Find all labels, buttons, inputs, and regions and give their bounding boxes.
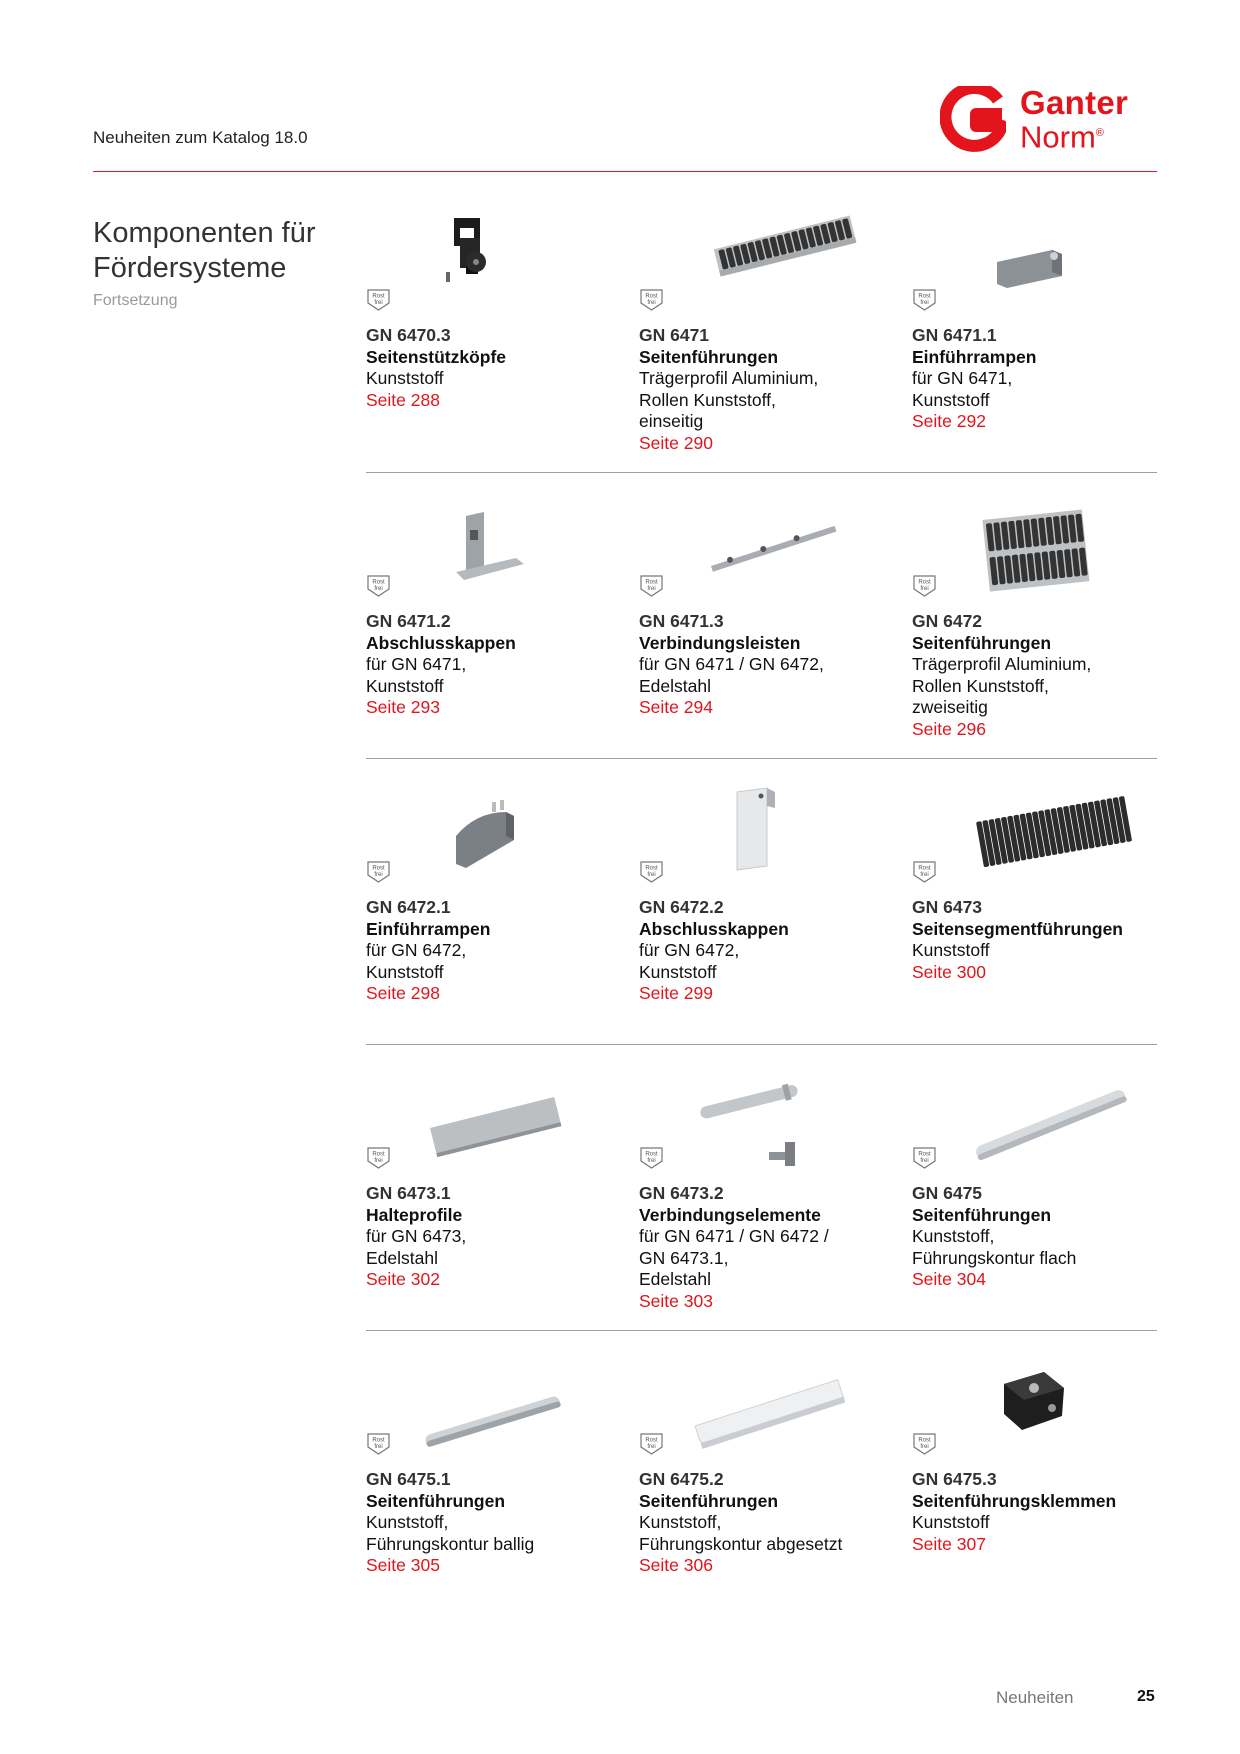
product-name: Seitenführungen (912, 1204, 1052, 1225)
svg-text:frei: frei (647, 1444, 656, 1450)
logo-text-ganter: Ganter (1020, 84, 1129, 121)
product-description: Kunststoff (366, 368, 444, 388)
product-code: GN 6475.2 (639, 1469, 724, 1489)
product-description: Kunststoff (912, 1512, 990, 1532)
svg-text:Rost: Rost (645, 1437, 658, 1444)
page-reference-link[interactable]: Seite 307 (912, 1533, 986, 1554)
holding-profile-icon (366, 1068, 626, 1178)
rostfrei-icon (639, 288, 664, 312)
svg-text:Rost: Rost (918, 1151, 931, 1158)
svg-text:Rost: Rost (918, 579, 931, 586)
page-reference-link[interactable]: Seite 288 (366, 389, 440, 410)
svg-text:frei: frei (374, 1444, 383, 1450)
rostfrei-icon (639, 574, 664, 598)
svg-text:frei: frei (647, 300, 656, 306)
product-code: GN 6470.3 (366, 325, 451, 345)
svg-text:Rost: Rost (918, 1437, 931, 1444)
section-subtitle: Fortsetzung (93, 292, 178, 309)
svg-text:frei: frei (647, 1158, 656, 1164)
product-code: GN 6471.2 (366, 611, 451, 631)
product-name: Seitenführungen (639, 1490, 779, 1511)
rostfrei-icon (912, 860, 937, 884)
svg-text:Rost: Rost (372, 865, 385, 872)
rostfrei-icon (912, 574, 937, 598)
svg-text:frei: frei (374, 872, 383, 878)
product-name: Verbindungsleisten (639, 632, 801, 653)
product-name: Halteprofile (366, 1204, 463, 1225)
rostfrei-icon (912, 1432, 937, 1456)
rostfrei-icon (912, 1146, 937, 1170)
product-description: für GN 6471, Kunststoff (366, 654, 467, 696)
product-code: GN 6473.1 (366, 1183, 451, 1203)
rostfrei-icon (366, 288, 391, 312)
product-code: GN 6472 (912, 611, 983, 631)
catalog-header-title: Neuheiten zum Katalog 18.0 (93, 128, 308, 147)
roller-guide-double-icon (912, 496, 1172, 606)
svg-text:frei: frei (920, 586, 929, 592)
product-code: GN 6472.1 (366, 897, 451, 917)
svg-text:Rost: Rost (645, 293, 658, 300)
page-reference-link[interactable]: Seite 294 (639, 697, 713, 717)
page-number: 25 (1137, 1688, 1155, 1705)
ganter-norm-logo (940, 84, 1155, 155)
connecting-strip-icon (639, 496, 899, 606)
svg-text:Rost: Rost (645, 1151, 658, 1158)
rostfrei-icon (366, 1146, 391, 1170)
support-head-icon (366, 210, 626, 320)
svg-text:Rost: Rost (645, 579, 658, 586)
entry-ramp-icon (912, 210, 1172, 320)
svg-text:frei: frei (920, 1158, 929, 1164)
product-description: für GN 6472, Kunststoff (366, 940, 467, 982)
product-code: GN 6472.2 (639, 897, 724, 917)
product-name: Verbindungselemente (639, 1204, 821, 1225)
product-code: GN 6471 (639, 325, 710, 345)
product-name: Seitenführungen (639, 346, 779, 367)
product-code: GN 6471.3 (639, 611, 724, 631)
page-reference-link[interactable]: Seite 292 (912, 411, 986, 431)
guide-clamp-icon (912, 1354, 1172, 1464)
svg-text:Rost: Rost (372, 1437, 385, 1444)
product-name: Einführrampen (912, 346, 1037, 367)
page-reference-link[interactable]: Seite 290 (639, 432, 713, 453)
logo-text-norm: Norm® (1020, 119, 1104, 155)
product-name: Seitenstützköpfe (366, 346, 507, 367)
product-code: GN 6475.1 (366, 1469, 451, 1489)
page-reference-link[interactable]: Seite 296 (912, 718, 986, 739)
guide-rod-flat-icon (912, 1068, 1172, 1178)
product-description: Kunststoff, Führungskontur flach (912, 1226, 1077, 1268)
product-code: GN 6473.2 (639, 1183, 724, 1203)
svg-text:Rost: Rost (372, 293, 385, 300)
row-divider (366, 1044, 1157, 1045)
svg-text:frei: frei (374, 1158, 383, 1164)
product-description: Kunststoff (912, 940, 990, 960)
svg-text:Rost: Rost (918, 865, 931, 872)
product-description: für GN 6471, Kunststoff (912, 368, 1013, 410)
svg-text:Rost: Rost (372, 1151, 385, 1158)
rostfrei-icon (912, 288, 937, 312)
svg-text:frei: frei (920, 300, 929, 306)
rostfrei-icon (366, 574, 391, 598)
product-name: Seitenführungen (912, 632, 1052, 653)
product-description: für GN 6471 / GN 6472, Edelstahl (639, 654, 824, 696)
svg-text:frei: frei (920, 872, 929, 878)
rostfrei-icon (366, 860, 391, 884)
product-description: für GN 6472, Kunststoff (639, 940, 740, 982)
roller-guide-single-icon (639, 210, 899, 320)
rostfrei-icon (639, 1432, 664, 1456)
product-code: GN 6473 (912, 897, 983, 917)
product-description: für GN 6471 / GN 6472 / GN 6473.1, Edelstahl (639, 1226, 829, 1289)
page-reference-link[interactable]: Seite 302 (366, 1269, 440, 1289)
guide-rod-crowned-icon (366, 1354, 626, 1464)
product-code: GN 6475 (912, 1183, 983, 1203)
ganter-logo-mark-icon (940, 86, 1006, 152)
row-divider (366, 758, 1157, 759)
product-description: Trägerprofil Aluminium, Rollen Kunststoff, zweiseitig (912, 654, 1092, 717)
end-cap-tall-icon (639, 782, 899, 892)
page-reference-link[interactable]: Seite 299 (639, 983, 713, 1003)
svg-text:frei: frei (374, 586, 383, 592)
row-divider (366, 1330, 1157, 1331)
page-reference-link[interactable]: Seite 298 (366, 983, 440, 1003)
rostfrei-icon (366, 1432, 391, 1456)
page-reference-link[interactable]: Seite 303 (639, 1290, 713, 1311)
product-name: Seitenführungen (366, 1490, 506, 1511)
product-description: Trägerprofil Aluminium, Rollen Kunststoff, einseitig (639, 368, 819, 431)
segment-guide-icon (912, 782, 1172, 892)
connector-pin-icon (639, 1068, 899, 1178)
product-code: GN 6475.3 (912, 1469, 997, 1489)
header-divider (93, 171, 1157, 172)
svg-text:frei: frei (647, 586, 656, 592)
product-code: GN 6471.1 (912, 325, 997, 345)
page-reference-link[interactable]: Seite 305 (366, 1555, 440, 1575)
product-name: Abschlusskappen (366, 632, 516, 653)
guide-profile-stepped-icon (639, 1354, 899, 1464)
product-name: Seitenführungsklemmen (912, 1490, 1117, 1511)
footer-section-label: Neuheiten (996, 1688, 1074, 1707)
rostfrei-icon (639, 860, 664, 884)
product-description: für GN 6473, Edelstahl (366, 1226, 467, 1268)
svg-text:Rost: Rost (918, 293, 931, 300)
row-divider (366, 472, 1157, 473)
entry-ramp-large-icon (366, 782, 626, 892)
svg-text:frei: frei (374, 300, 383, 306)
product-name: Abschlusskappen (639, 918, 789, 939)
product-description: Kunststoff, Führungskontur abgesetzt (639, 1512, 843, 1554)
svg-text:Rost: Rost (372, 579, 385, 586)
svg-text:frei: frei (647, 872, 656, 878)
svg-text:frei: frei (920, 1444, 929, 1450)
svg-text:Rost: Rost (645, 865, 658, 872)
end-cap-icon (366, 496, 626, 606)
page-reference-link[interactable]: Seite 293 (366, 697, 440, 717)
section-title: Komponenten für Fördersysteme (93, 217, 316, 284)
product-description: Kunststoff, Führungskontur ballig (366, 1512, 535, 1554)
rostfrei-icon (639, 1146, 664, 1170)
page-reference-link[interactable]: Seite 304 (912, 1269, 986, 1289)
page-reference-link[interactable]: Seite 306 (639, 1555, 713, 1575)
product-name: Seitensegmentführungen (912, 918, 1123, 939)
product-name: Einführrampen (366, 918, 491, 939)
page-reference-link[interactable]: Seite 300 (912, 961, 986, 982)
